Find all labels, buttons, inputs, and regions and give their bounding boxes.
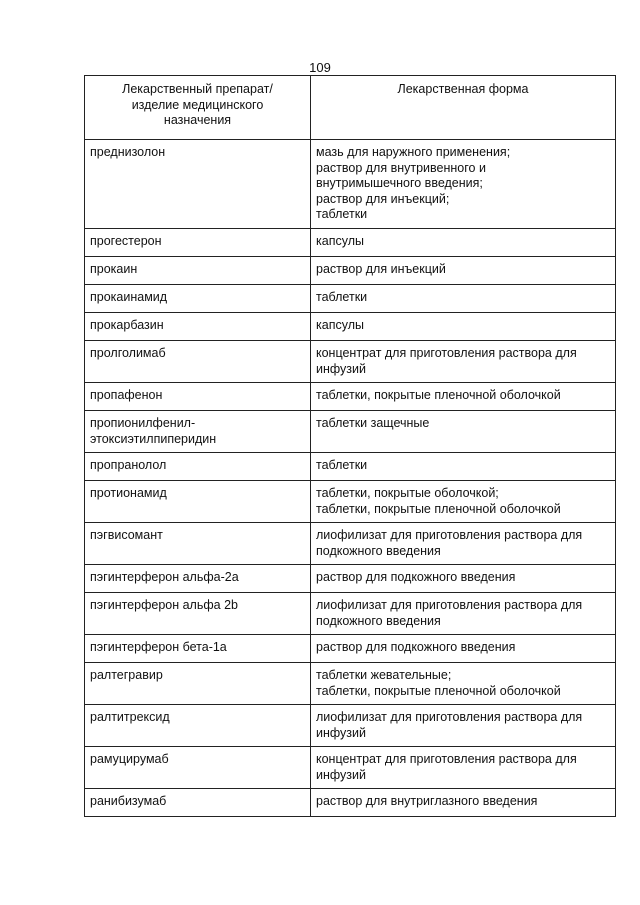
drug-name-cell: рамуцирумаб (85, 747, 311, 789)
dosage-form-cell: концентрат для приготовления раствора для инфузий (311, 747, 616, 789)
drug-name-cell: ралтегравир (85, 663, 311, 705)
drug-name-cell: пропранолол (85, 453, 311, 481)
table-row (85, 229, 616, 257)
dosage-form-cell: концентрат для приготовления раствора для инфузий (311, 341, 616, 383)
header-drug-name: Лекарственный препарат/ изделие медицинского назначения (85, 76, 311, 140)
dosage-form-cell: таблетки (311, 453, 616, 481)
drug-name-cell: пропионилфенил- этоксиэтилпиперидин (85, 411, 311, 453)
table-row (85, 453, 616, 481)
drug-name-cell: пэгинтерферон бета-1а (85, 635, 311, 663)
table-row (85, 341, 616, 383)
table-row (85, 593, 616, 635)
drug-table (84, 75, 616, 817)
table-row (85, 257, 616, 285)
table-header-row (85, 76, 616, 140)
drug-name-cell: пэгвисомант (85, 523, 311, 565)
drug-name-cell: прокаинамид (85, 285, 311, 313)
dosage-form-cell: раствор для внутриглазного введения (311, 789, 616, 817)
dosage-form-cell: лиофилизат для приготовления раствора для подкожного введения (311, 593, 616, 635)
drug-name-cell: пэгинтерферон альфа-2а (85, 565, 311, 593)
dosage-form-cell: таблетки (311, 285, 616, 313)
drug-name-cell: протионамид (85, 481, 311, 523)
dosage-form-cell: капсулы (311, 313, 616, 341)
drug-name-cell: пролголимаб (85, 341, 311, 383)
drug-name-cell: ралтитрексид (85, 705, 311, 747)
dosage-form-cell: раствор для подкожного введения (311, 565, 616, 593)
table-row (85, 411, 616, 453)
drug-name-cell: пэгинтерферон альфа 2b (85, 593, 311, 635)
table-row (85, 140, 616, 229)
drug-name-cell: ранибизумаб (85, 789, 311, 817)
dosage-form-cell: раствор для подкожного введения (311, 635, 616, 663)
drug-name-cell: прокаин (85, 257, 311, 285)
dosage-form-cell: капсулы (311, 229, 616, 257)
table-row (85, 313, 616, 341)
table-row (85, 635, 616, 663)
dosage-form-cell: мазь для наружного применения; раствор для внутривенного и внутримышечного введения; раствор для инъекций; таблетки (311, 140, 616, 229)
table-row (85, 789, 616, 817)
dosage-form-cell: лиофилизат для приготовления раствора для подкожного введения (311, 523, 616, 565)
drug-name-cell: преднизолон (85, 140, 311, 229)
table-row (85, 565, 616, 593)
table-row (85, 481, 616, 523)
header-dosage-form: Лекарственная форма (311, 76, 616, 140)
drug-name-cell: пропафенон (85, 383, 311, 411)
dosage-form-cell: таблетки, покрытые оболочкой; таблетки, покрытые пленочной оболочкой (311, 481, 616, 523)
page-number: 109 (309, 60, 331, 75)
table-row (85, 705, 616, 747)
dosage-form-cell: таблетки защечные (311, 411, 616, 453)
table-row (85, 747, 616, 789)
dosage-form-cell: лиофилизат для приготовления раствора для инфузий (311, 705, 616, 747)
table-row (85, 383, 616, 411)
drug-name-cell: прогестерон (85, 229, 311, 257)
drug-name-cell: прокарбазин (85, 313, 311, 341)
table-row (85, 523, 616, 565)
dosage-form-cell: таблетки жевательные; таблетки, покрытые пленочной оболочкой (311, 663, 616, 705)
table-body (85, 140, 616, 817)
table-row (85, 663, 616, 705)
table-row (85, 285, 616, 313)
dosage-form-cell: таблетки, покрытые пленочной оболочкой (311, 383, 616, 411)
dosage-form-cell: раствор для инъекций (311, 257, 616, 285)
